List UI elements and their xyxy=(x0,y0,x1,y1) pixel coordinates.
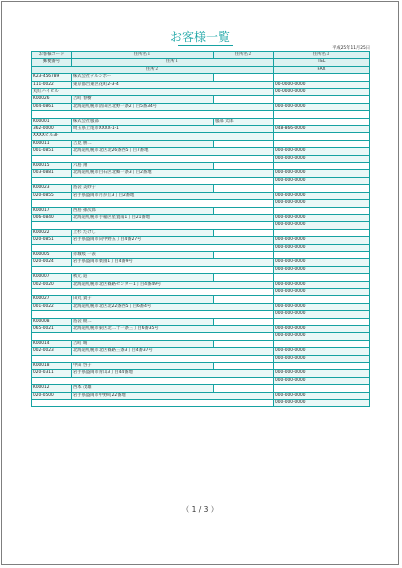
header-addr2: 住所２ xyxy=(32,66,274,73)
customer-code: K23-456789 xyxy=(32,74,72,81)
customer-name1: 吉町 晴 xyxy=(72,340,214,347)
report-page xyxy=(1,1,399,565)
header-row-2 xyxy=(32,59,370,66)
customer-name1: 六島 翔 xyxy=(72,163,214,170)
customer-address2 xyxy=(32,266,274,273)
customer-address2 xyxy=(32,333,274,340)
customer-name2 xyxy=(214,96,274,103)
customer-name3 xyxy=(274,185,370,192)
customer-name2 xyxy=(214,274,274,281)
header-row-3 xyxy=(32,66,370,73)
customer-tel: 000-000-0000 xyxy=(274,370,370,377)
customer-row xyxy=(32,155,370,162)
customer-row xyxy=(32,244,370,251)
customer-address1: 北海道札幌市白石区北郷一条3丁目2番地 xyxy=(72,170,274,177)
customer-fax xyxy=(274,133,370,140)
customer-table xyxy=(31,51,370,407)
customer-code: K00007 xyxy=(32,274,72,281)
customer-code: K00027 xyxy=(32,296,72,303)
customer-fax xyxy=(274,111,370,118)
customer-name1: 島袋 美紗子 xyxy=(72,185,214,192)
customer-address2 xyxy=(32,200,274,207)
page-indicator: （ 1 / 3 ） xyxy=(181,505,219,514)
customer-fax: 000-000-0000 xyxy=(274,311,370,318)
customer-fax: 000-000-0000 xyxy=(274,377,370,384)
customer-row xyxy=(32,126,370,133)
customer-row xyxy=(32,200,370,207)
customer-zip: 002-0023 xyxy=(32,348,72,355)
customer-name1: 株式会社テルンボー xyxy=(72,74,214,81)
customer-code: K00012 xyxy=(32,385,72,392)
customer-name2 xyxy=(214,74,274,81)
header-fax: FAX xyxy=(274,66,370,73)
customer-code: K00017 xyxy=(32,207,72,214)
customer-row xyxy=(32,103,370,110)
customer-row xyxy=(32,274,370,281)
customer-row xyxy=(32,177,370,184)
customer-address2 xyxy=(32,311,274,318)
customer-fax: 000-000-0000 xyxy=(274,400,370,407)
customer-name1: 株式会社服部 xyxy=(72,118,214,125)
customer-code: K00005 xyxy=(32,251,72,258)
customer-address2 xyxy=(32,177,274,184)
customer-address1: 北海道札幌市北区北22条西5丁目6番4号 xyxy=(72,303,274,310)
customer-row xyxy=(32,318,370,325)
customer-code: K00008 xyxy=(32,318,72,325)
customer-row xyxy=(32,377,370,384)
customer-zip: 006-0840 xyxy=(32,214,72,221)
customer-name3 xyxy=(274,229,370,236)
customer-tel: 000-000-0000 xyxy=(274,348,370,355)
customer-row xyxy=(32,74,370,81)
customer-row xyxy=(32,140,370,147)
customer-fax: 000-000-0000 xyxy=(274,266,370,273)
customer-name1: 中田 啓子 xyxy=(72,363,214,370)
customer-zip: 020-0311 xyxy=(32,370,72,377)
customer-code: K00015 xyxy=(32,163,72,170)
customer-zip: 020-0024 xyxy=(32,259,72,266)
customer-name3 xyxy=(274,340,370,347)
customer-address2 xyxy=(32,155,274,162)
customer-tel: 000-000-0000 xyxy=(274,103,370,110)
customer-row xyxy=(32,311,370,318)
customer-address1: 北海道札幌市手稲区星置南1丁目21番地 xyxy=(72,214,274,221)
customer-tel: 000-000-0000 xyxy=(274,303,370,310)
customer-tel: 000-000-0000 xyxy=(274,192,370,199)
customer-address2 xyxy=(32,377,274,384)
customer-zip: 002-0020 xyxy=(32,281,72,288)
customer-row xyxy=(32,363,370,370)
customer-fax: 000-000-0000 xyxy=(274,222,370,229)
customer-row xyxy=(32,207,370,214)
customer-row xyxy=(32,392,370,399)
customer-name2 xyxy=(214,251,274,258)
customer-name3 xyxy=(274,74,370,81)
customer-fax: 000-000-0000 xyxy=(274,244,370,251)
customer-row xyxy=(32,400,370,407)
customer-name3 xyxy=(274,385,370,392)
customer-name1: 吉見 勝二 xyxy=(72,140,214,147)
customer-zip: 020-0851 xyxy=(32,237,72,244)
customer-name3 xyxy=(274,363,370,370)
customer-row xyxy=(32,385,370,392)
customer-tel: 000-000-0000 xyxy=(274,326,370,333)
report-date: 平成25年11月25日 xyxy=(332,46,370,51)
header-addr1: 住所１ xyxy=(72,59,274,66)
header-row-1 xyxy=(32,52,370,59)
customer-row xyxy=(32,214,370,221)
customer-zip: 001-0022 xyxy=(32,303,72,310)
customer-name3 xyxy=(274,140,370,147)
customer-name2 xyxy=(214,185,274,192)
customer-code: K00011 xyxy=(32,140,72,147)
customer-fax: 000-000-0000 xyxy=(274,288,370,295)
customer-name2 xyxy=(214,318,274,325)
customer-address1: 岩手県盛岡市月が丘3丁目2番地 xyxy=(72,192,274,199)
customer-name2 xyxy=(214,363,274,370)
report-title: お客様一覧 xyxy=(169,30,230,44)
customer-row xyxy=(32,111,370,118)
customer-name3 xyxy=(274,296,370,303)
customer-tel: 000-000-0000 xyxy=(274,214,370,221)
customer-name1: 吉町 春樹 xyxy=(72,96,214,103)
customer-fax: 000-000-0000 xyxy=(274,155,370,162)
customer-fax: 000-000-0000 xyxy=(274,355,370,362)
customer-address1: 埼玉県上尾市XXXX-1-1 xyxy=(72,126,274,133)
customer-name3 xyxy=(274,251,370,258)
customer-row xyxy=(32,170,370,177)
customer-tel: 000-000-0000 xyxy=(274,259,370,266)
customer-row xyxy=(32,133,370,140)
customer-name1: 秋元 道 xyxy=(72,274,214,281)
customer-address1: 北海道札幌市北区篠路センター1丁目4番49号 xyxy=(72,281,274,288)
customer-name1: 西島 孫次郎 xyxy=(72,207,214,214)
customer-name2 xyxy=(214,340,274,347)
customer-name1: 上杉 たけし xyxy=(72,229,214,236)
customer-row xyxy=(32,370,370,377)
customer-row xyxy=(32,96,370,103)
customer-row xyxy=(32,326,370,333)
customer-name2 xyxy=(214,163,274,170)
customer-row xyxy=(32,296,370,303)
customer-fax: 000-000-0000 xyxy=(274,200,370,207)
customer-address2: XXXXビル3F xyxy=(32,133,274,140)
customer-tel: 00-0000-0000 xyxy=(274,81,370,88)
customer-row xyxy=(32,251,370,258)
customer-row xyxy=(32,118,370,125)
customer-tel: 000-000-0000 xyxy=(274,148,370,155)
customer-address1: 北海道札幌市北区北26条西5丁目7番地 xyxy=(72,148,274,155)
customer-row xyxy=(32,163,370,170)
customer-name1: 赤城岐 一表 xyxy=(72,251,214,258)
customer-address1: 岩手県盛岡市向中野五丁目4番27号 xyxy=(72,237,274,244)
customer-row xyxy=(32,185,370,192)
customer-address1: 北海道札幌市北区篠路三条3丁目4番37号 xyxy=(72,348,274,355)
customer-row xyxy=(32,348,370,355)
customer-address1: 岩手県盛岡市菜園1丁目4番9号 xyxy=(72,259,274,266)
customer-zip: 001-0851 xyxy=(32,148,72,155)
customer-row xyxy=(32,229,370,236)
customer-code: K00022 xyxy=(32,229,72,236)
customer-address2 xyxy=(32,244,274,251)
customer-tel: 000-000-0000 xyxy=(274,281,370,288)
customer-row xyxy=(32,192,370,199)
customer-name3 xyxy=(274,118,370,125)
customer-row xyxy=(32,333,370,340)
customer-tel: 000-000-0000 xyxy=(274,392,370,399)
customer-fax: 00-0000-0000 xyxy=(274,89,370,96)
customer-tel: 048-866-0000 xyxy=(274,126,370,133)
customer-name2 xyxy=(214,140,274,147)
customer-address2 xyxy=(32,355,274,362)
customer-name3 xyxy=(274,318,370,325)
customer-row xyxy=(32,281,370,288)
customer-address1: 岩手県盛岡市青山3丁目44番地 xyxy=(72,370,274,377)
customer-row xyxy=(32,340,370,347)
customer-zip: 111-0022 xyxy=(32,81,72,88)
customer-code: K00001 xyxy=(32,118,72,125)
header-name2: 住所名２ xyxy=(214,52,274,59)
customer-address1: 岩手県盛岡市中野町22番地 xyxy=(72,392,274,399)
customer-row xyxy=(32,222,370,229)
customer-row xyxy=(32,237,370,244)
customer-address2 xyxy=(32,288,274,295)
customer-zip: 003-0881 xyxy=(32,170,72,177)
customer-address2 xyxy=(32,400,274,407)
customer-name2 xyxy=(214,385,274,392)
header-name1: 住所名１ xyxy=(72,52,214,59)
header-zip: 郵便番号 xyxy=(32,59,72,66)
customer-name3 xyxy=(274,207,370,214)
customer-address2: 丸紅ハイビル xyxy=(32,89,274,96)
customer-zip: 065-0021 xyxy=(32,326,72,333)
customer-row xyxy=(32,303,370,310)
customer-name1: 西本 茂雄 xyxy=(72,385,214,392)
customer-address1: 東京都台東区花町2-3-4 xyxy=(72,81,274,88)
customer-row xyxy=(32,288,370,295)
customer-name2 xyxy=(214,207,274,214)
customer-tel: 000-000-0000 xyxy=(274,170,370,177)
title-underline xyxy=(178,45,233,46)
customer-zip: 362-0000 xyxy=(32,126,72,133)
customer-code: K00014 xyxy=(32,340,72,347)
customer-row xyxy=(32,81,370,88)
customer-zip: 020-0500 xyxy=(32,392,72,399)
customer-address1: 北海道札幌市東区北二十一条三丁目6番35号 xyxy=(72,326,274,333)
customer-name3 xyxy=(274,274,370,281)
customer-name3 xyxy=(274,163,370,170)
customer-zip: 020-0855 xyxy=(32,192,72,199)
customer-fax: 000-000-0000 xyxy=(274,177,370,184)
customer-row xyxy=(32,355,370,362)
header-tel: TEL xyxy=(274,59,370,66)
customer-code: K00026 xyxy=(32,96,72,103)
customer-row xyxy=(32,89,370,96)
customer-row xyxy=(32,148,370,155)
customer-address1: 北海道札幌市清田区北野一条2丁目5番34号 xyxy=(72,103,274,110)
customer-name2 xyxy=(214,229,274,236)
customer-address2 xyxy=(32,222,274,229)
customer-name1: 田丸 貴子 xyxy=(72,296,214,303)
customer-code: K00023 xyxy=(32,185,72,192)
customer-name1: 島袋 綾二 xyxy=(72,318,214,325)
customer-address2 xyxy=(32,111,274,118)
customer-name3 xyxy=(274,96,370,103)
customer-name2: 服部 太郎 xyxy=(214,118,274,125)
customer-name2 xyxy=(214,296,274,303)
header-name3: 住所名３ xyxy=(274,52,370,59)
customer-tel: 000-000-0000 xyxy=(274,237,370,244)
customer-code: K00018 xyxy=(32,363,72,370)
customer-row xyxy=(32,259,370,266)
customer-fax: 000-000-0000 xyxy=(274,333,370,340)
header-code: お客様コード xyxy=(32,52,72,59)
customer-row xyxy=(32,266,370,273)
customer-zip: 004-0861 xyxy=(32,103,72,110)
